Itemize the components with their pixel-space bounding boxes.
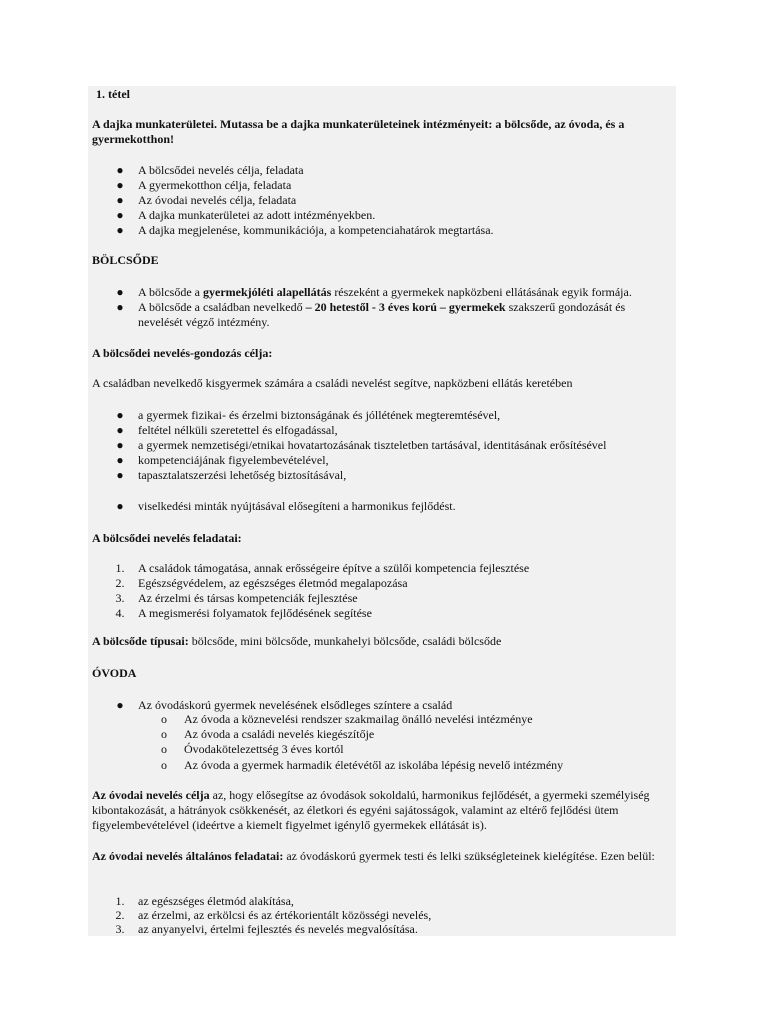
subsection-heading: A bölcsődei nevelés-gondozás célja: [92,346,273,360]
document-title: 1. tétel [96,87,130,101]
paragraph: Az óvodai nevelés célja az, hogy elősegítse az óvodások sokoldalú, harmonikus fejlődését, a gyermeki személyiség kibontakozását, a hátrányok csökkenését, az életkori és egyéni sajátosságok, valamint az eltérő fejlődési ütem figyelembevételével (ideértve a kiemelt figyelmet igénylő gyermekek ellátását is). [92,788,650,832]
document-page: 1. tétel A dajka munkaterületei. Mutassa be a dajka munkaterületeinek intézményeit: a bölcsőde, az óvoda, és a gyermekotthon! ● A bölcsődei nevelés célja, feladata ● A gyermekotthon célja, feladata ● Az óvodai nevelés célja, feladata ● A dajka munkaterületei az adott intézményekben. ● A dajka megjelenése, kommunikációja, a kompetenciahatárok megtartása. BÖLCSŐDE ● A bölcsőde a gyermekjóléti alapellátás részeként a gyermekek napközbeni ellátásának egyik formája. ● A bölcsőde a családban nevelkedő – 20 hetestől - 3 éves korú – gyermekek szakszerű gondozását és nevelését végző intézmény. A bölcsődei nevelés-gondozás célja: A családban nevelkedő kisgyermek számára a családi nevelést segítve, napközbeni ellátás keretében ● a gyermek fizikai- és érzelmi biztonságának és jóllétének megteremtésével, ● feltétel nélküli szeretettel és elfogadással, ● a gyermek nemzetiségi/etnikai hovatartozásának tiszteletben tartásával, identitásának erősítésével ● kompetenciájának figyelembevételével, ● tapasztalatszerzési lehetőség biztosításával, ● viselkedési minták nyújtásával elősegíteni a harmonikus fejlődést. A bölcsődei nevelés feladatai: 1. A családok támogatása, annak erősségeire építve a szülői kompetencia fejlesztése 2. Egészségvédelem, az egészséges életmód megalapozása 3. Az érzelmi és társas kompetenciák fejlesztése 4. A megismerési folyamatok fejlődésének segítése A bölcsőde típusai: bölcsőde, mini bölcsőde, munkahelyi bölcsőde, családi bölcsőde ÓVODA ● Az óvodáskorú gyermek nevelésének elsődleges színtere a család o Az óvoda a köznevelési rendszer szakmailag önálló nevelési intézménye o Az óvoda a családi nevelés kiegészítője o Óvodakötelezettség 3 éves kortól o Az óvoda a gyermek harmadik életévétől az iskolába lépésig nevelő intézmény Az óvodai nevelés célja az, hogy elősegítse az óvodások sokoldalú, harmonikus fejlődését, a gyermeki személyiség kibontakozását, a hátrányok csökkenését, az életkori és egyéni sajátosságok, valamint az eltérő fejlődési ütem figyelembevételével (ideértve a kiemelt figyelmet igénylő gyermekek ellátását is). Az óvodai nevelés általános feladatai: az óvodáskorú gyermek testi és lelki szükségleteinek kielégítése. Ezen belül: 1. az egészséges életmód alakítása, 2. az érzelmi, az erkölcsi és az értékorientált közösségi nevelés, 3. az anyanyelvi, értelmi fejlesztés és nevelés megvalósítása. [88,86,676,936]
section-heading-bolcsode: BÖLCSŐDE [92,253,159,267]
main-heading: A dajka munkaterületei. Mutassa be a dajka munkaterületeinek intézményeit: a bölcsőde, az óvoda, és a gyermekotthon! [92,117,625,146]
section-heading-ovoda: ÓVODA [92,666,137,680]
paragraph: A bölcsőde típusai: bölcsőde, mini bölcsőde, munkahelyi bölcsőde, családi bölcsőde [92,634,502,648]
paragraph: A családban nevelkedő kisgyermek számára a családi nevelést segítve, napközbeni ellátás keretében [92,376,573,390]
paragraph: Az óvodai nevelés általános feladatai: az óvodáskorú gyermek testi és lelki szükségleteinek kielégítése. Ezen belül: [92,849,655,863]
subsection-heading: A bölcsődei nevelés feladatai: [92,531,242,545]
